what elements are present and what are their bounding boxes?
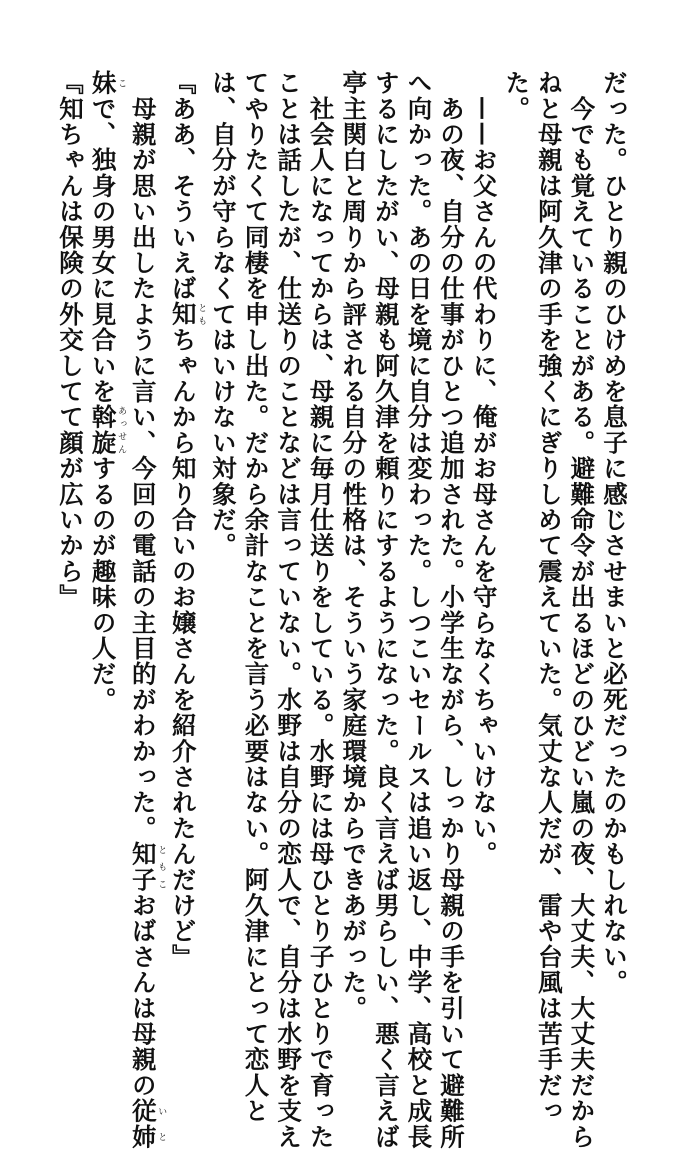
text-segment: おばさんは母親の [128,892,158,1099]
ruby-annotated-word [88,404,127,456]
ruby-base: 知 [168,301,198,328]
text-line [86,70,126,970]
text-segment: 亭主関白と周りから評される自分の性格は、そういう家庭環境からできあがった。 [339,70,369,1021]
text-line [53,70,86,970]
text-line [565,70,598,1149]
text-line [126,70,167,1149]
text-segment: するにしたがい、母親も阿久津を頼りにするようになった。良く言えば男らしい、悪く言えば [371,70,401,1149]
text-segment: てやりたくて同棲を申し出た。だから余計なことを言う必要はない。阿久津にとって恋人と [241,70,271,1124]
ruby-annotated-word [128,841,167,893]
ruby-reading: あっせん [116,404,127,456]
text-segment: ——お父さんの代わりに、俺がお母さんを守らなくちゃいけない。 [469,70,499,867]
text-line [532,70,565,1124]
text-segment: ねと母親は阿久津の手を強くにぎりしめて震えていた。気丈な人だが、雷や台風は苦手だっ [534,70,564,1124]
text-segment: ちゃんから知り合いのお嬢さんを紹介されたんだけど』 [168,327,198,970]
ruby-base: 知子 [128,841,158,893]
text-segment: あの夜、自分の仕事がひとつ追加された。小学生ながら、しっかり母親の手を引いて避難所 [437,70,467,1149]
text-line [271,70,304,1149]
text-line [337,70,370,1021]
text-segment: 社会人になってからは、母親に毎月仕送りをしている。水野には母ひとり子ひとりで育った [306,70,336,1149]
text-line [239,70,272,1124]
text-segment: だった。ひとり親のひけめを息子に感じさせまいと必死だったのかもしれない。 [600,70,629,996]
text-segment: は、自分が守らなくてはいけない対象だ。 [208,70,238,559]
text-segment: 母親が思い出したように言い、今回の電話の主目的がわかった。 [128,70,158,841]
ruby-annotated-word [168,301,207,328]
text-segment: へ向かった。あの日を境に自分は変わった。しつこいセールスは追い返し、中学、高校と成長 [404,70,434,1149]
text-line [467,70,500,970]
ruby-base: 従姉 [128,1098,158,1149]
text-segment: ことは話したが、仕送りのことなどは言っていない。水野は自分の恋人で、自分は水野を支え [274,70,304,1149]
text-segment: 今でも覚えていることがある。避難命令が出るほどのひどい嵐の夜、大丈夫、大丈夫だから [567,70,597,1149]
ruby-annotated-word [128,1098,167,1149]
ruby-reading: こ [116,70,127,96]
text-line [206,70,239,970]
text-segment: するのが趣味の人だ。 [88,455,118,713]
text-segment: で、独身の男女に見合いを [88,95,118,405]
ruby-reading: いと [156,1098,167,1149]
vertical-text-block [53,70,630,1149]
text-segment: た。 [502,70,532,122]
ruby-reading: とも [196,301,207,328]
ruby-reading: ともこ [156,841,167,893]
text-line [166,70,206,970]
text-line [500,70,533,970]
text-line [402,70,435,1149]
text-line [597,70,630,996]
text-line [434,70,467,1149]
text-line [304,70,337,1149]
text-segment: 『ああ、そういえば [168,70,198,302]
text-line [369,70,402,1149]
ruby-base: 妹 [88,70,118,96]
ruby-base: 斡旋 [88,404,118,456]
ruby-annotated-word [88,70,127,96]
text-segment: 『知ちゃんは保険の外交してて顔が広いから』 [56,70,85,610]
